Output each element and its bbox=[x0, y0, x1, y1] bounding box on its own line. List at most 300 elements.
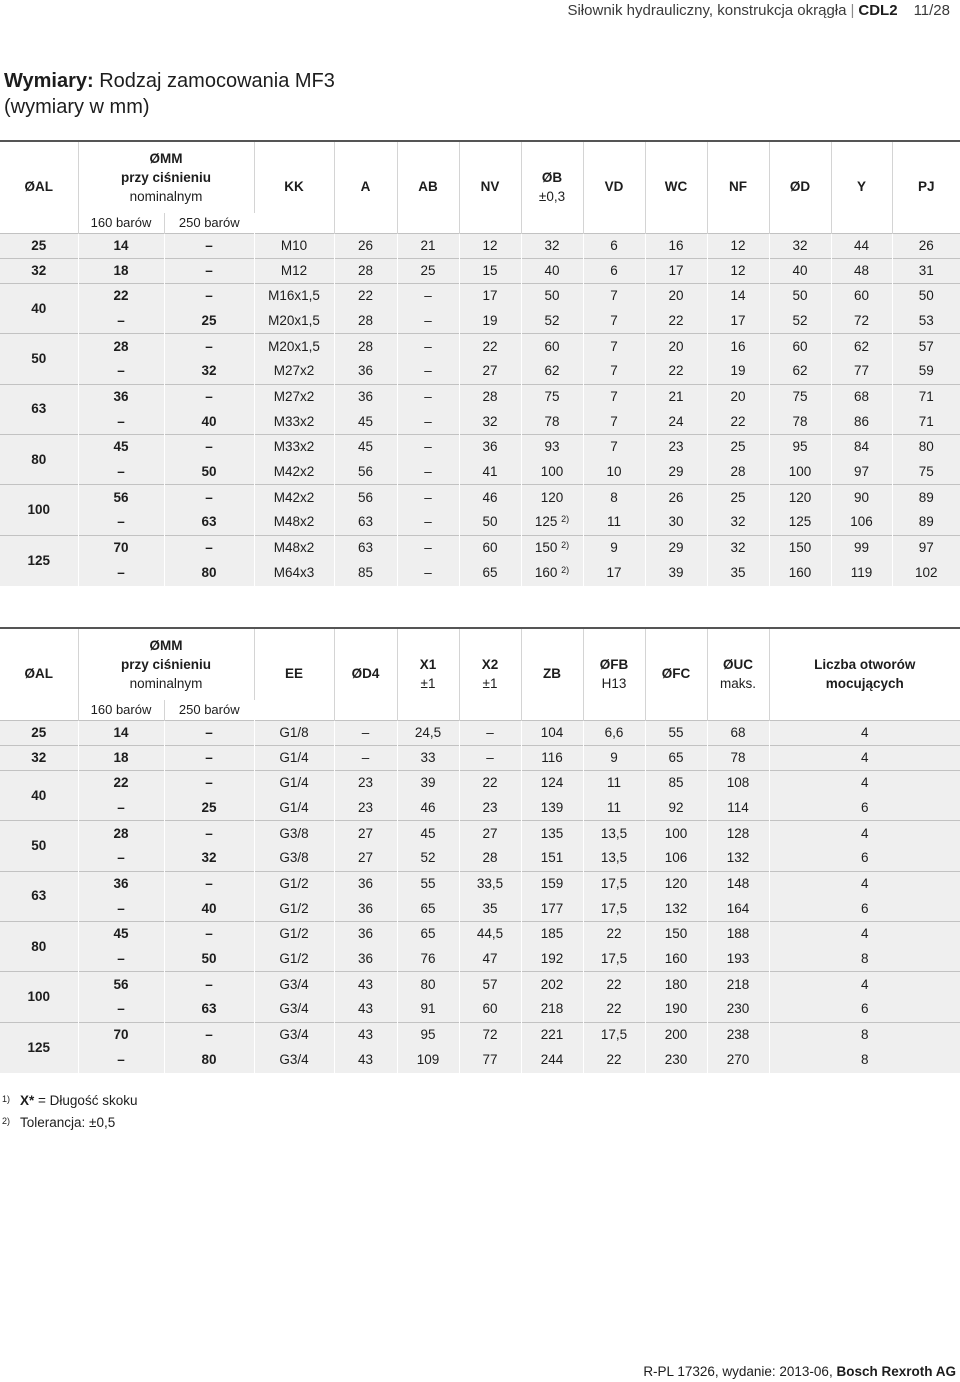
table-cell: 43 bbox=[334, 1022, 397, 1047]
table-cell: – bbox=[164, 1022, 254, 1047]
table-cell: 36 bbox=[459, 435, 521, 460]
table-cell: 68 bbox=[831, 384, 892, 409]
table-cell: 9 bbox=[583, 745, 645, 770]
footnote-1: $^{1)}$ X* = Długość skoku bbox=[2, 1093, 138, 1108]
table-cell: 21 bbox=[397, 233, 459, 258]
table-cell: 52 bbox=[521, 309, 583, 334]
table-cell: 116 bbox=[521, 745, 583, 770]
table-row bbox=[0, 258, 960, 283]
table-cell: 65 bbox=[397, 922, 459, 947]
cell-al: 63 bbox=[0, 384, 78, 434]
table-cell: 28 bbox=[78, 821, 164, 846]
table-cell: 11 bbox=[583, 510, 645, 535]
table-cell: 28 bbox=[334, 309, 397, 334]
table-cell: 22 bbox=[645, 309, 707, 334]
table-cell: 29 bbox=[645, 460, 707, 485]
table-cell: 230 bbox=[645, 1047, 707, 1072]
table-row bbox=[0, 770, 960, 795]
table-cell: 21 bbox=[645, 384, 707, 409]
table-cell: 92 bbox=[645, 796, 707, 821]
table-cell: 36 bbox=[78, 871, 164, 896]
table-cell: 4 bbox=[769, 871, 960, 896]
table-cell: 15 bbox=[459, 258, 521, 283]
table-cell: 200 bbox=[645, 1022, 707, 1047]
table-cell: – bbox=[397, 560, 459, 585]
page-number: 11/28 bbox=[913, 2, 950, 19]
table-cell: 68 bbox=[707, 720, 769, 745]
table-cell: 22 bbox=[459, 770, 521, 795]
table-row bbox=[0, 871, 960, 896]
table-cell: 46 bbox=[397, 796, 459, 821]
section-label: Wymiary: bbox=[4, 70, 94, 92]
table-cell: 22 bbox=[645, 359, 707, 384]
table-cell: 22 bbox=[583, 922, 645, 947]
table-cell: 36 bbox=[334, 896, 397, 921]
table-1-body bbox=[0, 233, 960, 586]
table-cell: 65 bbox=[459, 560, 521, 585]
table-cell: – bbox=[334, 745, 397, 770]
table-cell: – bbox=[164, 384, 254, 409]
table-cell: – bbox=[164, 922, 254, 947]
col-header-nv: NV bbox=[459, 141, 521, 233]
col-header-nf: NF bbox=[707, 141, 769, 233]
table-cell: – bbox=[164, 821, 254, 846]
cell-al: 80 bbox=[0, 922, 78, 972]
cell-al: 125 bbox=[0, 535, 78, 585]
table-cell: 39 bbox=[397, 770, 459, 795]
page-header bbox=[0, 0, 960, 26]
table-cell: 40 bbox=[769, 258, 831, 283]
table-cell: M48x2 bbox=[254, 510, 334, 535]
col-header-vd: VD bbox=[583, 141, 645, 233]
col-header-kk: KK bbox=[254, 141, 334, 233]
table-cell: 32 bbox=[459, 409, 521, 434]
table-cell: 32 bbox=[707, 510, 769, 535]
table-cell: 6 bbox=[860, 1001, 869, 1017]
table-cell: G1/4 bbox=[254, 745, 334, 770]
table-cell: 109 bbox=[397, 1047, 459, 1072]
table-cell: 17 bbox=[583, 560, 645, 585]
table-cell: G1/2 bbox=[254, 871, 334, 896]
cell-al: 40 bbox=[0, 770, 78, 820]
table-cell: 36 bbox=[334, 871, 397, 896]
table-cell: – bbox=[164, 334, 254, 359]
table-cell: 28 bbox=[334, 258, 397, 283]
table-cell: 23 bbox=[645, 435, 707, 460]
table-cell: 33,5 bbox=[459, 871, 521, 896]
table-row bbox=[0, 409, 960, 434]
col-header-uc: ØUC maks. bbox=[707, 628, 769, 720]
table-cell: 132 bbox=[645, 896, 707, 921]
table-cell: 104 bbox=[521, 720, 583, 745]
table-cell: M27x2 bbox=[254, 384, 334, 409]
table-cell: 31 bbox=[892, 258, 960, 283]
table-cell: 22 bbox=[78, 770, 164, 795]
footnotes bbox=[2, 1090, 137, 1134]
table-cell: 62 bbox=[769, 359, 831, 384]
table-cell: 56 bbox=[78, 485, 164, 510]
table-row bbox=[0, 972, 960, 997]
table-row bbox=[0, 560, 960, 585]
table-cell: 128 bbox=[707, 821, 769, 846]
table-cell: 32 bbox=[769, 233, 831, 258]
product-code: CDL2 bbox=[858, 2, 898, 19]
table-cell: 230 bbox=[707, 997, 769, 1022]
table-cell: – bbox=[164, 871, 254, 896]
table-cell: 78 bbox=[521, 409, 583, 434]
table-cell: M27x2 bbox=[254, 359, 334, 384]
table-cell: G3/4 bbox=[254, 1022, 334, 1047]
table-cell: 23 bbox=[334, 796, 397, 821]
table-cell: 60 bbox=[459, 535, 521, 560]
table-cell: 13,5 bbox=[583, 846, 645, 871]
table-cell: 22 bbox=[334, 283, 397, 308]
table-cell: 52 bbox=[397, 846, 459, 871]
table-cell: 6 bbox=[860, 900, 869, 916]
table-cell: 108 bbox=[707, 770, 769, 795]
table-row bbox=[0, 1022, 960, 1047]
table-cell: 76 bbox=[397, 947, 459, 972]
table-cell: G3/4 bbox=[254, 997, 334, 1022]
table-cell: – bbox=[459, 720, 521, 745]
table-cell: – bbox=[78, 1047, 164, 1072]
table-cell: 35 bbox=[459, 896, 521, 921]
table-cell: G3/8 bbox=[254, 846, 334, 871]
col-header-d4: ØD4 bbox=[334, 628, 397, 720]
table-cell: 270 bbox=[707, 1047, 769, 1072]
table-cell: 32 bbox=[707, 535, 769, 560]
col-header-x1: X1 ±1 bbox=[397, 628, 459, 720]
table-cell: 44,5 bbox=[459, 922, 521, 947]
table-cell: 22 bbox=[707, 409, 769, 434]
table-cell: 45 bbox=[78, 922, 164, 947]
table-cell: 80 bbox=[164, 1047, 254, 1072]
table-row bbox=[0, 334, 960, 359]
table-cell: G3/4 bbox=[254, 1047, 334, 1072]
table-cell: G1/8 bbox=[254, 720, 334, 745]
table-cell: 75 bbox=[521, 384, 583, 409]
table-cell: 70 bbox=[78, 1022, 164, 1047]
table-cell: 17 bbox=[645, 258, 707, 283]
table-cell: 53 bbox=[918, 312, 934, 328]
table-cell: 7 bbox=[583, 309, 645, 334]
table-cell: 19 bbox=[707, 359, 769, 384]
table-row bbox=[0, 720, 960, 745]
table-cell: 14 bbox=[707, 283, 769, 308]
table-cell: 59 bbox=[918, 363, 934, 379]
table-cell: M48x2 bbox=[254, 535, 334, 560]
table-cell: 95 bbox=[769, 435, 831, 460]
col-header-ee: EE bbox=[254, 628, 334, 720]
table-cell: – bbox=[78, 947, 164, 972]
table-cell: 89 bbox=[892, 485, 960, 510]
table-cell: 55 bbox=[645, 720, 707, 745]
table-cell: 25 bbox=[164, 309, 254, 334]
table-cell: G1/2 bbox=[254, 922, 334, 947]
table-cell: 6 bbox=[860, 799, 869, 815]
table-cell: – bbox=[164, 972, 254, 997]
table-cell: – bbox=[78, 997, 164, 1022]
table-cell: 180 bbox=[645, 972, 707, 997]
table-cell: 22 bbox=[583, 972, 645, 997]
table-cell: 45 bbox=[334, 409, 397, 434]
table-cell: 27 bbox=[334, 821, 397, 846]
table-cell: – bbox=[78, 560, 164, 585]
table-cell: – bbox=[78, 460, 164, 485]
col-header-y: Y bbox=[831, 141, 892, 233]
table-cell: 106 bbox=[645, 846, 707, 871]
col-header-mm: ØMM przy ciśnieniu nominalnym bbox=[78, 141, 254, 213]
table-cell: 6,6 bbox=[583, 720, 645, 745]
cell-al: 80 bbox=[0, 435, 78, 485]
table-cell: 177 bbox=[521, 896, 583, 921]
cell-al: 32 bbox=[0, 258, 78, 283]
table-row bbox=[0, 384, 960, 409]
table-cell: 65 bbox=[397, 896, 459, 921]
table-cell: 44 bbox=[831, 233, 892, 258]
dimensions-table-1 bbox=[0, 140, 960, 586]
table-cell: 150 $^{2)}$ bbox=[521, 535, 583, 560]
table-cell: 50 bbox=[892, 283, 960, 308]
col-header-mm: ØMM przy ciśnieniu nominalnym bbox=[78, 628, 254, 700]
table-cell: 26 bbox=[892, 233, 960, 258]
table-cell: 125 $^{2)}$ bbox=[521, 510, 583, 535]
table-cell: 97 bbox=[831, 460, 892, 485]
table-cell: 52 bbox=[769, 309, 831, 334]
table-cell: 80 bbox=[397, 972, 459, 997]
table-cell: – bbox=[164, 770, 254, 795]
table-row bbox=[0, 821, 960, 846]
table-cell: 70 bbox=[78, 535, 164, 560]
table-cell: 71 bbox=[918, 413, 934, 429]
table-cell: 7 bbox=[583, 384, 645, 409]
table-cell: 4 bbox=[769, 745, 960, 770]
table-cell: 50 bbox=[521, 283, 583, 308]
table-cell: 120 bbox=[645, 871, 707, 896]
table-cell: 43 bbox=[334, 1047, 397, 1072]
col-header-al: ØAL bbox=[0, 628, 78, 720]
table-cell: 159 bbox=[521, 871, 583, 896]
table-cell: 36 bbox=[334, 947, 397, 972]
table-cell: 25 bbox=[164, 796, 254, 821]
table-cell: 148 bbox=[707, 871, 769, 896]
col-header-d: ØD bbox=[769, 141, 831, 233]
table-cell: – bbox=[397, 535, 459, 560]
table-row bbox=[0, 435, 960, 460]
table-cell: 119 bbox=[831, 560, 892, 585]
cell-al: 50 bbox=[0, 821, 78, 871]
table-cell: 18 bbox=[78, 258, 164, 283]
table-cell: M33x2 bbox=[254, 409, 334, 434]
table-cell: 192 bbox=[521, 947, 583, 972]
table-cell: 78 bbox=[769, 409, 831, 434]
col-header-fc: ØFC bbox=[645, 628, 707, 720]
col-header-250bar: 250 barów bbox=[164, 213, 254, 233]
table-cell: 36 bbox=[334, 384, 397, 409]
cell-al: 25 bbox=[0, 720, 78, 745]
table-cell: 55 bbox=[397, 871, 459, 896]
table-row bbox=[0, 997, 960, 1022]
table-cell: 16 bbox=[645, 233, 707, 258]
table-cell: 185 bbox=[521, 922, 583, 947]
table-cell: 13,5 bbox=[583, 821, 645, 846]
table-cell: – bbox=[164, 283, 254, 308]
table-cell: 75 bbox=[918, 464, 934, 480]
table-cell: 12 bbox=[707, 233, 769, 258]
table-cell: 4 bbox=[769, 720, 960, 745]
table-cell: – bbox=[164, 435, 254, 460]
table-cell: M33x2 bbox=[254, 435, 334, 460]
table-cell: 135 bbox=[521, 821, 583, 846]
table-cell: 65 bbox=[645, 745, 707, 770]
table-cell: 25 bbox=[707, 485, 769, 510]
table-1-header bbox=[0, 141, 960, 233]
table-cell: M10 bbox=[254, 233, 334, 258]
col-header-b: ØB ±0,3 bbox=[521, 141, 583, 233]
dimensions-table-2 bbox=[0, 627, 960, 1073]
table-cell: 45 bbox=[78, 435, 164, 460]
table-cell: 75 bbox=[769, 384, 831, 409]
table-cell: 50 bbox=[164, 947, 254, 972]
table-cell: 160 $^{2)}$ bbox=[521, 560, 583, 585]
table-cell: G1/4 bbox=[254, 796, 334, 821]
table-cell: 9 bbox=[583, 535, 645, 560]
table-cell: 60 bbox=[831, 283, 892, 308]
table-cell: G3/4 bbox=[254, 972, 334, 997]
table-cell: – bbox=[78, 796, 164, 821]
table-cell: 20 bbox=[645, 283, 707, 308]
table-cell: 45 bbox=[334, 435, 397, 460]
table-cell: 190 bbox=[645, 997, 707, 1022]
table-cell: – bbox=[397, 334, 459, 359]
table-cell: 40 bbox=[164, 896, 254, 921]
table-cell: 8 bbox=[860, 951, 869, 967]
table-cell: 62 bbox=[831, 334, 892, 359]
table-cell: 17,5 bbox=[583, 871, 645, 896]
table-cell: – bbox=[164, 745, 254, 770]
table-cell: 160 bbox=[645, 947, 707, 972]
table-cell: 124 bbox=[521, 770, 583, 795]
cell-al: 32 bbox=[0, 745, 78, 770]
table-cell: – bbox=[164, 233, 254, 258]
table-cell: 22 bbox=[583, 997, 645, 1022]
table-cell: 4 bbox=[769, 770, 960, 795]
table-cell: 60 bbox=[459, 997, 521, 1022]
table-cell: 4 bbox=[769, 821, 960, 846]
table-cell: 100 bbox=[521, 460, 583, 485]
table-cell: 72 bbox=[831, 309, 892, 334]
table-cell: 218 bbox=[707, 972, 769, 997]
col-header-x2: X2 ±1 bbox=[459, 628, 521, 720]
table-cell: M42x2 bbox=[254, 485, 334, 510]
table-row bbox=[0, 947, 960, 972]
table-cell: 114 bbox=[707, 796, 769, 821]
table-row bbox=[0, 922, 960, 947]
table-cell: 100 bbox=[645, 821, 707, 846]
table-cell: 36 bbox=[334, 922, 397, 947]
table-cell: 7 bbox=[583, 409, 645, 434]
col-header-160bar: 160 barów bbox=[78, 213, 164, 233]
table-cell: G1/2 bbox=[254, 947, 334, 972]
table-cell: 150 bbox=[645, 922, 707, 947]
table-cell: – bbox=[78, 309, 164, 334]
table-cell: 56 bbox=[334, 485, 397, 510]
table-cell: – bbox=[397, 510, 459, 535]
table-cell: 25 bbox=[707, 435, 769, 460]
table-cell: 160 bbox=[769, 560, 831, 585]
table-cell: 7 bbox=[583, 435, 645, 460]
table-cell: M16x1,5 bbox=[254, 283, 334, 308]
table-cell: 22 bbox=[459, 334, 521, 359]
table-cell: 93 bbox=[521, 435, 583, 460]
table-cell: 86 bbox=[831, 409, 892, 434]
cell-al: 125 bbox=[0, 1022, 78, 1072]
table-cell: 32 bbox=[521, 233, 583, 258]
table-cell: 63 bbox=[164, 510, 254, 535]
table-cell: 125 bbox=[769, 510, 831, 535]
table-cell: 43 bbox=[334, 997, 397, 1022]
table-cell: 40 bbox=[164, 409, 254, 434]
table-cell: 41 bbox=[459, 460, 521, 485]
col-header-zb: ZB bbox=[521, 628, 583, 720]
table-cell: 7 bbox=[583, 283, 645, 308]
table-cell: 26 bbox=[645, 485, 707, 510]
table-cell: 24,5 bbox=[397, 720, 459, 745]
table-cell: 80 bbox=[164, 560, 254, 585]
table-cell: 50 bbox=[769, 283, 831, 308]
table-row bbox=[0, 1047, 960, 1072]
table-row bbox=[0, 745, 960, 770]
table-cell: 244 bbox=[521, 1047, 583, 1072]
table-cell: 150 bbox=[769, 535, 831, 560]
table-row bbox=[0, 510, 960, 535]
table-cell: – bbox=[164, 720, 254, 745]
col-header-mounting-holes: Liczba otworów mocujących bbox=[769, 628, 960, 720]
table-cell: – bbox=[78, 846, 164, 871]
table-cell: 60 bbox=[521, 334, 583, 359]
table-cell: 56 bbox=[334, 460, 397, 485]
col-header-ab: AB bbox=[397, 141, 459, 233]
table-cell: 99 bbox=[831, 535, 892, 560]
mounting-type: Rodzaj zamocowania MF3 bbox=[99, 70, 335, 92]
table-cell: 46 bbox=[459, 485, 521, 510]
table-cell: 164 bbox=[707, 896, 769, 921]
table-cell: 62 bbox=[521, 359, 583, 384]
table-cell: 139 bbox=[521, 796, 583, 821]
table-cell: G1/4 bbox=[254, 770, 334, 795]
table-cell: – bbox=[78, 896, 164, 921]
page-footer bbox=[643, 1364, 956, 1379]
table-cell: 17 bbox=[459, 283, 521, 308]
table-cell: 11 bbox=[583, 770, 645, 795]
table-cell: 20 bbox=[707, 384, 769, 409]
table-cell: 95 bbox=[397, 1022, 459, 1047]
table-cell: 71 bbox=[892, 384, 960, 409]
table-cell: 50 bbox=[164, 460, 254, 485]
cell-al: 63 bbox=[0, 871, 78, 921]
table-cell: 33 bbox=[397, 745, 459, 770]
table-row bbox=[0, 796, 960, 821]
table-cell: 85 bbox=[645, 770, 707, 795]
table-cell: 85 bbox=[334, 560, 397, 585]
table-cell: – bbox=[397, 384, 459, 409]
table-cell: 193 bbox=[707, 947, 769, 972]
table-cell: – bbox=[78, 510, 164, 535]
units-note: (wymiary w mm) bbox=[4, 96, 150, 118]
header-separator: | bbox=[850, 2, 855, 19]
table-cell: 47 bbox=[459, 947, 521, 972]
col-header-wc: WC bbox=[645, 141, 707, 233]
